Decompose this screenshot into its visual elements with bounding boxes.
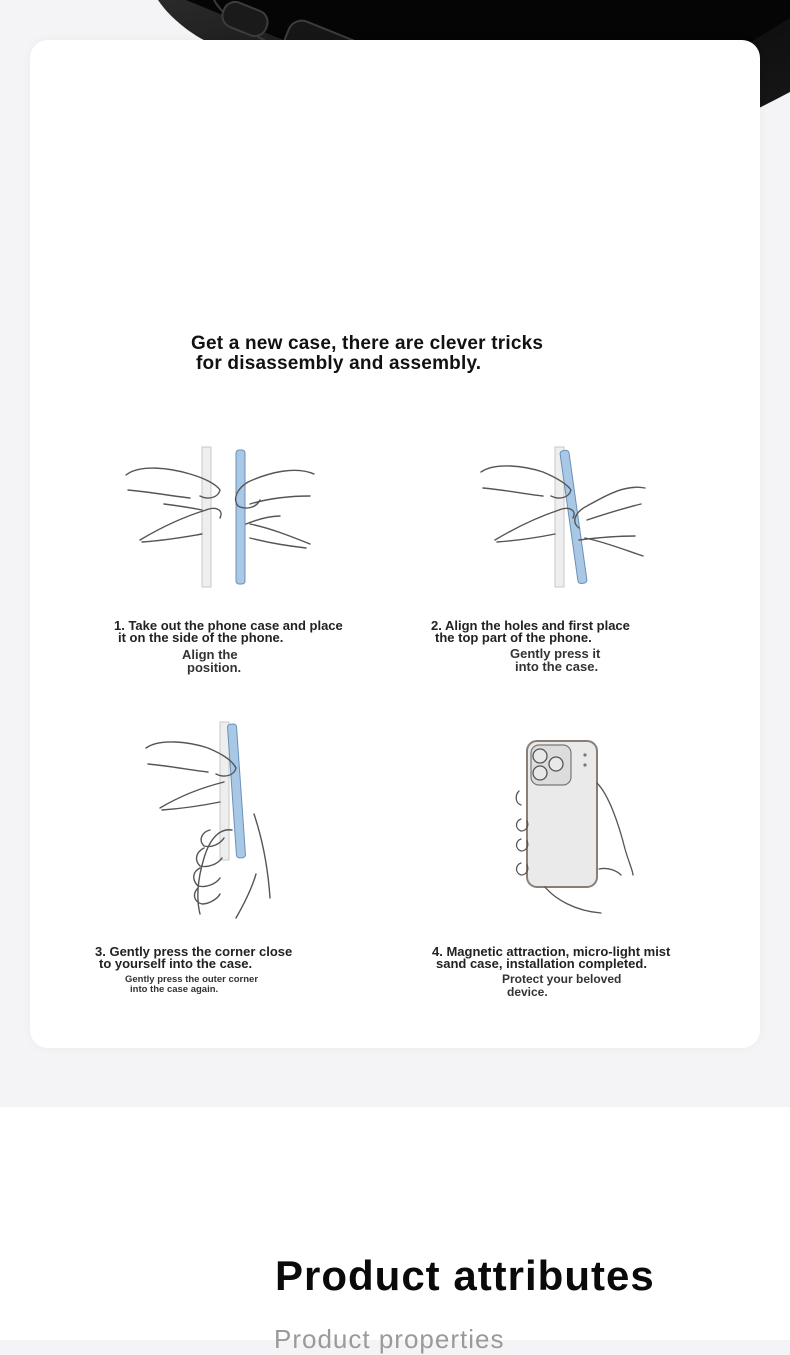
step1-subcaption xyxy=(182,648,241,674)
step1-caption-line1: 1. Take out the phone case and place xyxy=(114,618,343,633)
step4-illustration xyxy=(505,735,645,920)
product-properties-subtitle: Product properties xyxy=(274,1324,505,1354)
step2-sub-line2: into the case. xyxy=(515,659,599,674)
step3-subcaption xyxy=(125,975,258,995)
step2-caption-line1: 2. Align the holes and first place xyxy=(431,618,630,633)
step4-subcaption xyxy=(502,973,621,999)
step3-caption-line2: to yourself into the case. xyxy=(99,956,253,971)
headline-line2: for disassembly and assembly. xyxy=(196,353,482,374)
step4-sub-line1: Protect your beloved xyxy=(502,972,622,986)
step1-caption-line2: it on the side of the phone. xyxy=(118,630,284,645)
product-attributes-section xyxy=(0,1107,790,1340)
step3-caption-line1: 3. Gently press the corner close xyxy=(95,944,293,959)
step3-caption xyxy=(95,946,292,970)
headline-line1: Get a new case, there are clever tricks xyxy=(191,333,544,354)
step1-illustration xyxy=(120,440,330,595)
step4-caption xyxy=(432,946,670,970)
step3-sub-line2: into the case again. xyxy=(130,984,219,995)
step1-sub-line2: position. xyxy=(187,660,242,675)
step1-caption xyxy=(114,620,343,644)
product-attributes-title: Product attributes xyxy=(275,1252,655,1299)
step2-illustration xyxy=(475,440,665,595)
step2-sub-line1: Gently press it xyxy=(510,646,601,661)
step2-subcaption xyxy=(510,647,600,673)
step4-caption-line2: sand case, installation completed. xyxy=(436,956,647,971)
step2-caption xyxy=(431,620,630,644)
instruction-headline xyxy=(191,334,651,374)
step4-caption-line1: 4. Magnetic attraction, micro-light mist xyxy=(432,944,671,959)
step2-caption-line2: the top part of the phone. xyxy=(435,630,592,645)
step1-sub-line1: Align the xyxy=(182,647,238,662)
step3-sub-line1: Gently press the outer corner xyxy=(125,974,259,985)
step3-illustration xyxy=(140,718,280,923)
step4-sub-line2: device. xyxy=(507,985,548,999)
